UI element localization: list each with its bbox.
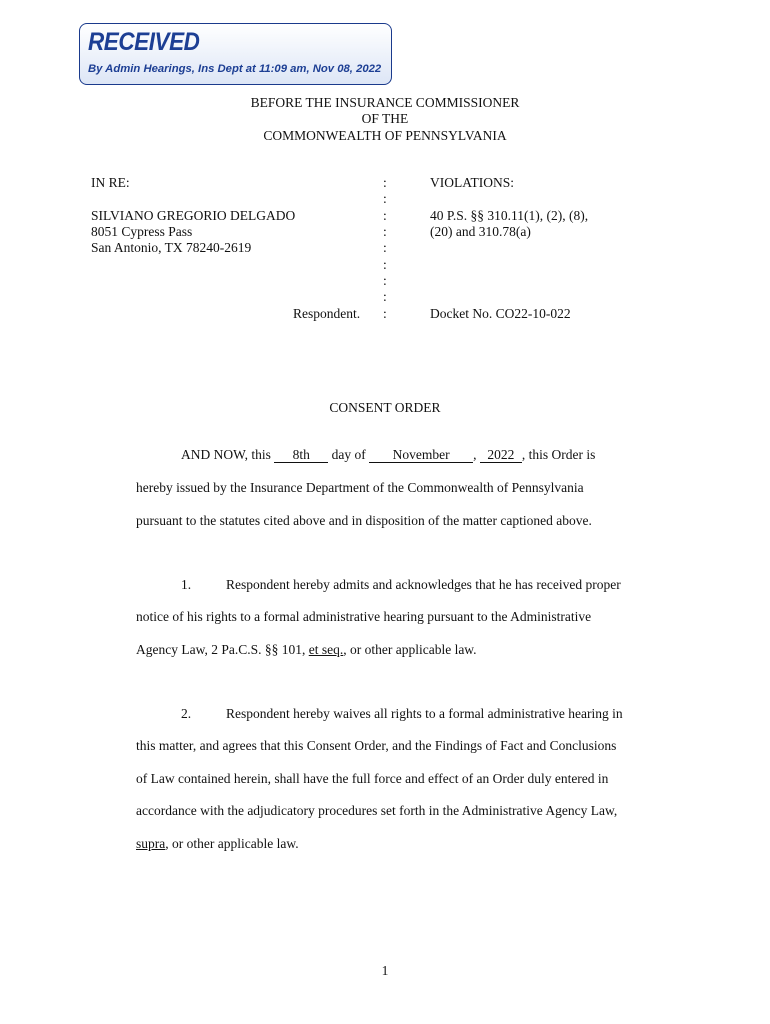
para2-line-1: Respondent hereby waives all rights to a formal administrative hearing in bbox=[226, 706, 623, 721]
para1-line-3-post: , or other applicable law. bbox=[343, 642, 477, 657]
intro-line-2: hereby issued by the Insurance Department of the Commonwealth of Pennsylvania bbox=[136, 480, 584, 495]
docket-number: Docket No. CO22-10-022 bbox=[430, 306, 571, 321]
supra-citation: supra bbox=[136, 836, 166, 851]
para1-line-3-pre: Agency Law, 2 Pa.C.S. §§ 101, bbox=[136, 642, 306, 657]
page-number: 1 bbox=[381, 963, 389, 978]
caption-colon: : bbox=[383, 289, 387, 304]
year-field: 2022 bbox=[480, 447, 522, 463]
para1-line-1: Respondent hereby admits and acknowledges that he has received proper bbox=[226, 577, 621, 592]
heading-line-1: BEFORE THE INSURANCE COMMISSIONER bbox=[250, 95, 520, 110]
para2-line-4: accordance with the adjudicatory procedures set forth in the Administrative Agency Law, bbox=[136, 803, 618, 818]
intro-line-3: pursuant to the statutes cited above and in disposition of the matter captioned above. bbox=[136, 513, 592, 528]
et-seq-citation: et seq. bbox=[308, 642, 344, 657]
document-title: CONSENT ORDER bbox=[329, 400, 441, 415]
para2-line-3: of Law contained herein, shall have the full force and effect of an Order duly entered in bbox=[136, 771, 609, 786]
stamp-title: RECEIVED bbox=[88, 28, 200, 56]
caption-colon: : bbox=[383, 175, 387, 190]
para1-line-3 bbox=[136, 642, 477, 658]
caption-colon: : bbox=[383, 240, 387, 255]
intro-line-1 bbox=[181, 447, 595, 463]
respondent-name: SILVIANO GREGORIO DELGADO bbox=[91, 208, 296, 223]
caption-colon: : bbox=[383, 191, 387, 206]
para2-number: 2. bbox=[181, 706, 192, 721]
caption-colon: : bbox=[383, 257, 387, 272]
caption-colon: : bbox=[383, 224, 387, 239]
caption-colon: : bbox=[383, 306, 387, 321]
para1-number: 1. bbox=[181, 577, 192, 592]
day-field: 8th bbox=[274, 447, 328, 463]
received-stamp bbox=[79, 23, 392, 85]
heading-line-3: COMMONWEALTH OF PENNSYLVANIA bbox=[263, 128, 507, 143]
respondent-label: Respondent. bbox=[293, 306, 361, 321]
month-field: November bbox=[369, 447, 473, 463]
para2-line-2: this matter, and agrees that this Consent Order, and the Findings of Fact and Conclusions bbox=[136, 738, 617, 753]
in-re-label: IN RE: bbox=[91, 175, 130, 190]
caption-colon: : bbox=[383, 273, 387, 288]
violations-line-2: (20) and 310.78(a) bbox=[430, 224, 531, 239]
violations-line-1: 40 P.S. §§ 310.11(1), (2), (8), bbox=[430, 208, 589, 223]
violations-label: VIOLATIONS: bbox=[430, 175, 514, 190]
intro-comma: , bbox=[473, 447, 477, 462]
intro-mid: day of bbox=[331, 447, 366, 462]
stamp-subtitle: By Admin Hearings, Ins Dept at 11:09 am, Nov 08, 2022 bbox=[88, 63, 382, 75]
para2-line-5-post: , or other applicable law. bbox=[165, 836, 299, 851]
intro-post: , this Order is bbox=[521, 447, 596, 462]
para1-line-2: notice of his rights to a formal administrative hearing pursuant to the Administrative bbox=[136, 609, 592, 624]
heading-line-2: OF THE bbox=[361, 111, 409, 126]
caption-colon: : bbox=[383, 208, 387, 223]
respondent-address-2: San Antonio, TX 78240-2619 bbox=[91, 240, 252, 255]
para2-line-5 bbox=[136, 836, 299, 852]
intro-pre: AND NOW, this bbox=[181, 447, 271, 462]
respondent-address-1: 8051 Cypress Pass bbox=[91, 224, 193, 239]
